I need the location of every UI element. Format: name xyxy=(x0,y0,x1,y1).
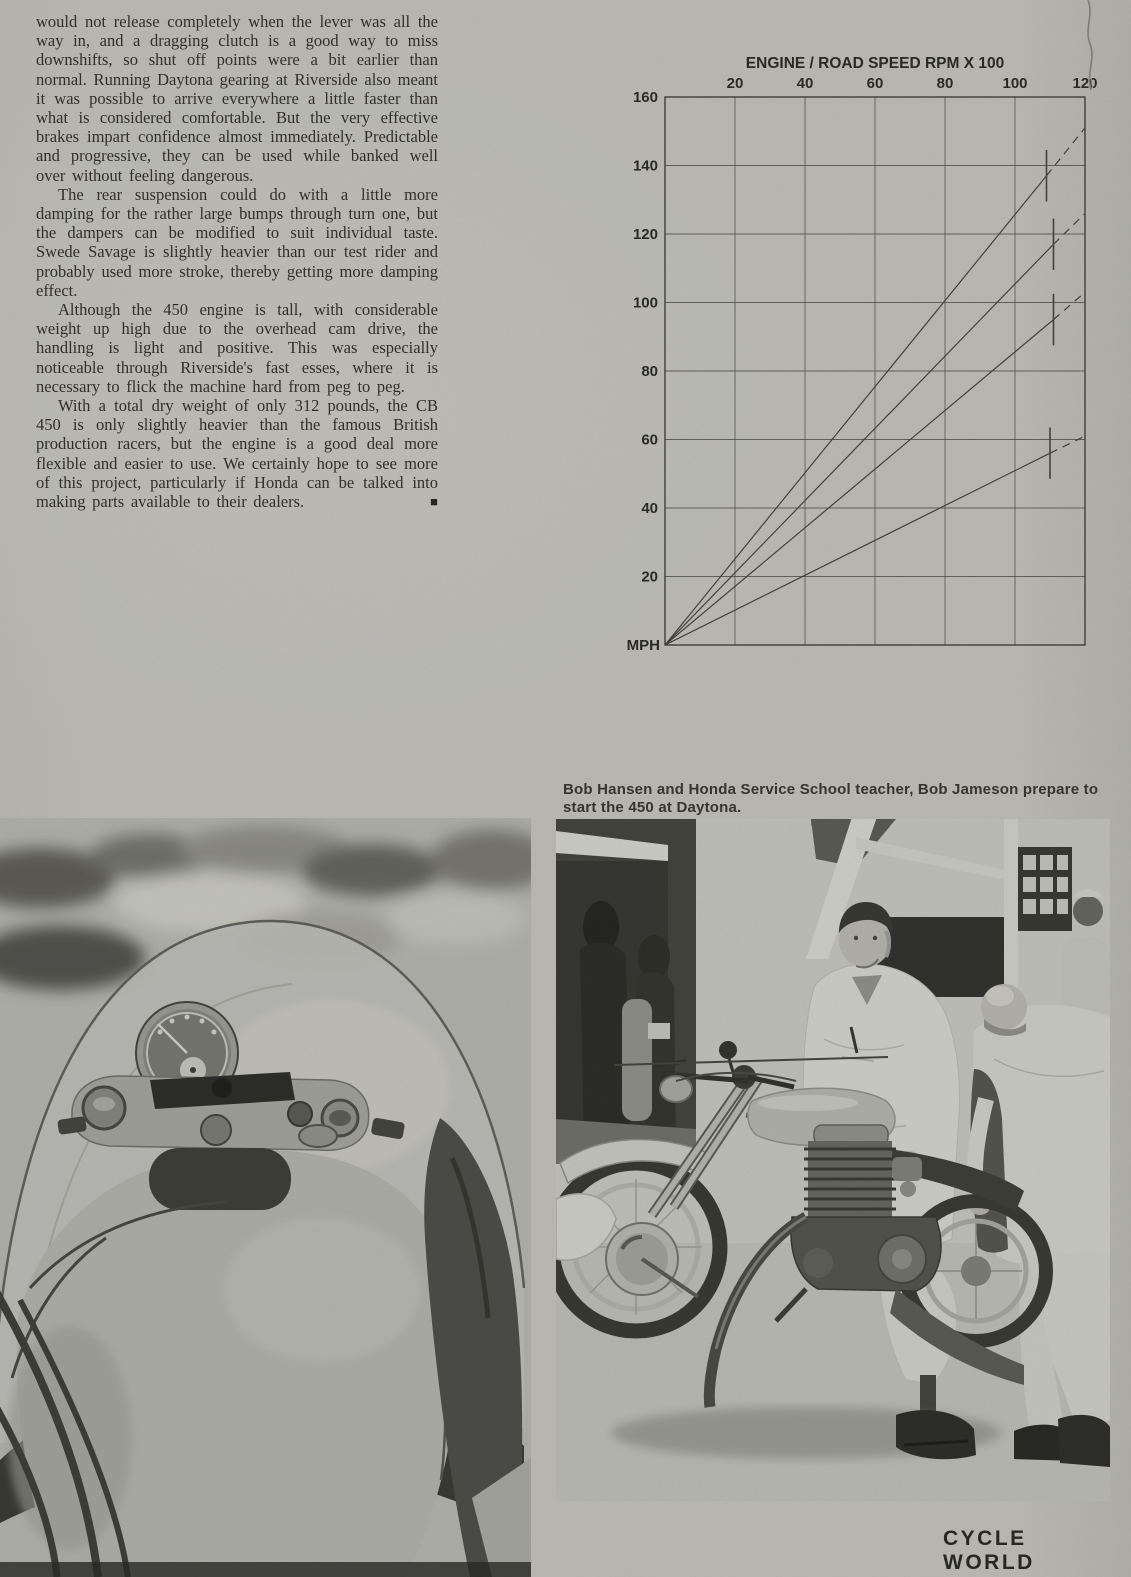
gear-line-solid-3rd-gear xyxy=(665,244,1054,645)
magazine-logo: CYCLE WORLD xyxy=(943,1527,1035,1574)
x-tick-label: 40 xyxy=(796,75,814,92)
photo-cockpit-svg xyxy=(0,818,531,1577)
gear-line-dashed-4th-gear xyxy=(1047,128,1086,176)
gear-line-solid-1st-gear xyxy=(665,453,1050,645)
x-tick-label: 80 xyxy=(936,75,954,92)
y-tick-label: 80 xyxy=(641,363,658,380)
gear-line-dashed-1st-gear xyxy=(1050,436,1085,453)
halftone-overlay xyxy=(0,818,531,1577)
x-tick-label: 60 xyxy=(866,75,884,92)
y-tick-label: 20 xyxy=(641,568,658,586)
gear-line-dashed-2nd-gear xyxy=(1054,292,1086,319)
x-tick-label: 120 xyxy=(1072,75,1098,92)
origin-label: MPH xyxy=(626,637,660,654)
article-paragraph xyxy=(36,396,438,511)
x-tick-label: 100 xyxy=(1002,75,1028,92)
gear-speed-chart xyxy=(622,40,1102,660)
gear-line-dashed-3rd-gear xyxy=(1054,213,1086,244)
article-paragraph: Although the 450 engine is tall, with considerable weight up high due to the overhead cam drive, the handling is light and positive. This was especially noticeable through Riverside's fast esses, where it is necessary to flick the machine hard from peg to peg. xyxy=(36,300,438,396)
article-paragraph-text: With a total dry weight of only 312 pounds, the CB 450 is only slightly heavier than the famous British production racers, but the engine is a good deal more flexible and easier to use. We certainly hope to see more of this project, particularly if Honda can be talked into making parts available to their dealers. xyxy=(36,396,438,512)
halftone-overlay xyxy=(556,819,1110,1501)
y-tick-label: 100 xyxy=(632,294,658,312)
y-tick-label: 60 xyxy=(641,431,658,449)
photo-daytona-svg xyxy=(556,819,1110,1501)
photo-cockpit xyxy=(0,818,531,1577)
gear-line-solid-2nd-gear xyxy=(665,320,1054,645)
article-paragraph: The rear suspension could do with a little more damping for the rather large bumps through turn one, but the dampers can be modified to suit individual taste. Swede Savage is slightly heavier than our test rider and probably used more stroke, thereby getting more damping effect. xyxy=(36,184,438,300)
article-text-column xyxy=(36,12,438,511)
gear-speed-chart-svg xyxy=(622,40,1102,660)
y-tick-label: 140 xyxy=(632,157,658,175)
article-end-marker: ■ xyxy=(430,494,438,510)
photo-caption: Bob Hansen and Honda Service School teacher, Bob Jameson prepare to start the 450 at Daytona. xyxy=(563,781,1099,816)
gear-line-solid-4th-gear xyxy=(665,176,1047,645)
y-tick-label: 40 xyxy=(641,500,658,517)
y-tick-label: 120 xyxy=(632,226,658,243)
chart-title: ENGINE / ROAD SPEED RPM X 100 xyxy=(745,55,1005,72)
y-tick-label: 160 xyxy=(632,89,658,106)
article-paragraph: would not release completely when the lever was all the way in, and a dragging clutch is a good way to miss downshifts, so shut off points were a bit earlier than normal. Running Daytona gearing at Riverside also meant it was possible to arrive everywhere a little faster than what is considered comfortable. But the very effective brakes impart confidence almost immediately. Predictable and progressive, they can be used while banked well over without feeling dangerous. xyxy=(36,12,438,185)
x-tick-label: 20 xyxy=(726,75,744,92)
photo-daytona xyxy=(556,819,1110,1501)
